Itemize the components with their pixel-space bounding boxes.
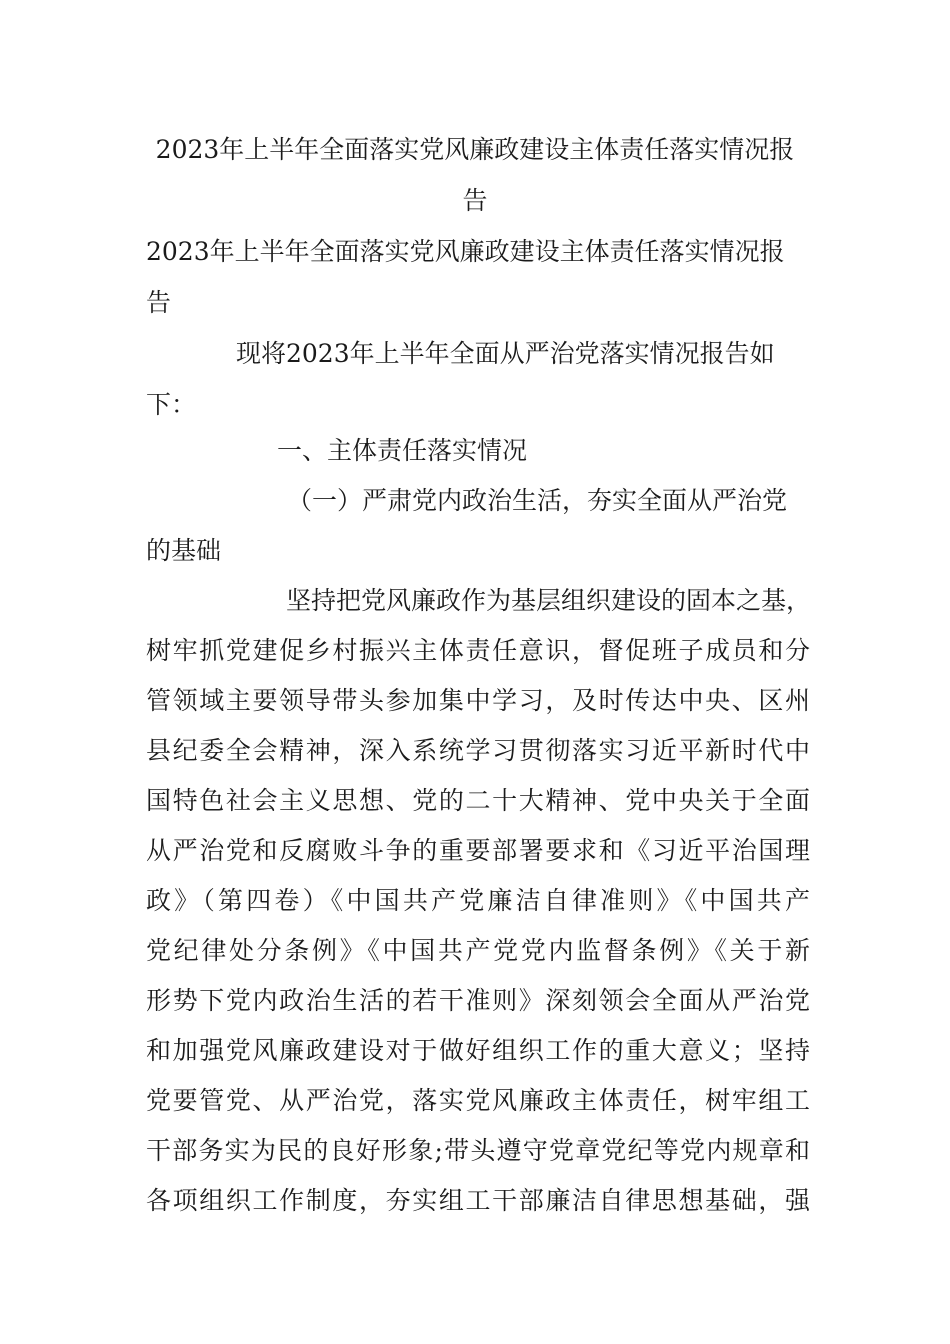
body-line-1: 坚持把党风廉政作为基层组织建设的固本之基， xyxy=(286,586,812,615)
subsection-heading-1-line-2: 的基础 xyxy=(146,536,222,565)
body-line-9: 形势下党内政治生活的若干准则》深刻领会全面从严治党 xyxy=(146,986,810,1015)
section-heading-1: 一、主体责任落实情况 xyxy=(277,436,528,465)
body-line-8: 党纪律处分条例》《中国共产党党内监督条例》《关于新 xyxy=(146,936,810,965)
subtitle-line-1: 2023年上半年全面落实党风廉政建设主体责任落实情况报 xyxy=(146,237,785,266)
body-line-7: 政》（第四卷）《中国共产党廉洁自律准则》《中国共产 xyxy=(146,886,810,915)
body-line-12: 干部务实为民的良好形象;带头遵守党章党纪等党内规章和 xyxy=(146,1136,810,1165)
intro-line-2: 下： xyxy=(146,390,197,419)
intro-line-1: 现将2023年上半年全面从严治党落实情况报告如 xyxy=(236,339,775,368)
title-line-2: 告 xyxy=(462,186,488,215)
subtitle-line-2: 告 xyxy=(146,288,172,317)
body-line-13: 各项组织工作制度，夯实组工干部廉洁自律思想基础，强 xyxy=(146,1186,810,1215)
body-line-5: 国特色社会主义思想、党的二十大精神、党中央关于全面 xyxy=(146,786,810,815)
body-line-10: 和加强党风廉政建设对于做好组织工作的重大意义；坚持 xyxy=(146,1036,810,1065)
body-line-4: 县纪委全会精神，深入系统学习贯彻落实习近平新时代中 xyxy=(146,736,810,765)
body-line-3: 管领域主要领导带头参加集中学习，及时传达中央、区州 xyxy=(146,686,810,715)
body-line-11: 党要管党、从严治党，落实党风廉政主体责任，树牢组工 xyxy=(146,1086,810,1115)
title-line-1: 2023年上半年全面落实党风廉政建设主体责任落实情况报 xyxy=(155,135,795,164)
body-line-2: 树牢抓党建促乡村振兴主体责任意识，督促班子成员和分 xyxy=(146,636,810,665)
subsection-heading-1-line-1: （一）严肃党内政治生活，夯实全面从严治党 xyxy=(287,486,788,515)
body-line-6: 从严治党和反腐败斗争的重要部署要求和《习近平治国理 xyxy=(146,836,810,865)
